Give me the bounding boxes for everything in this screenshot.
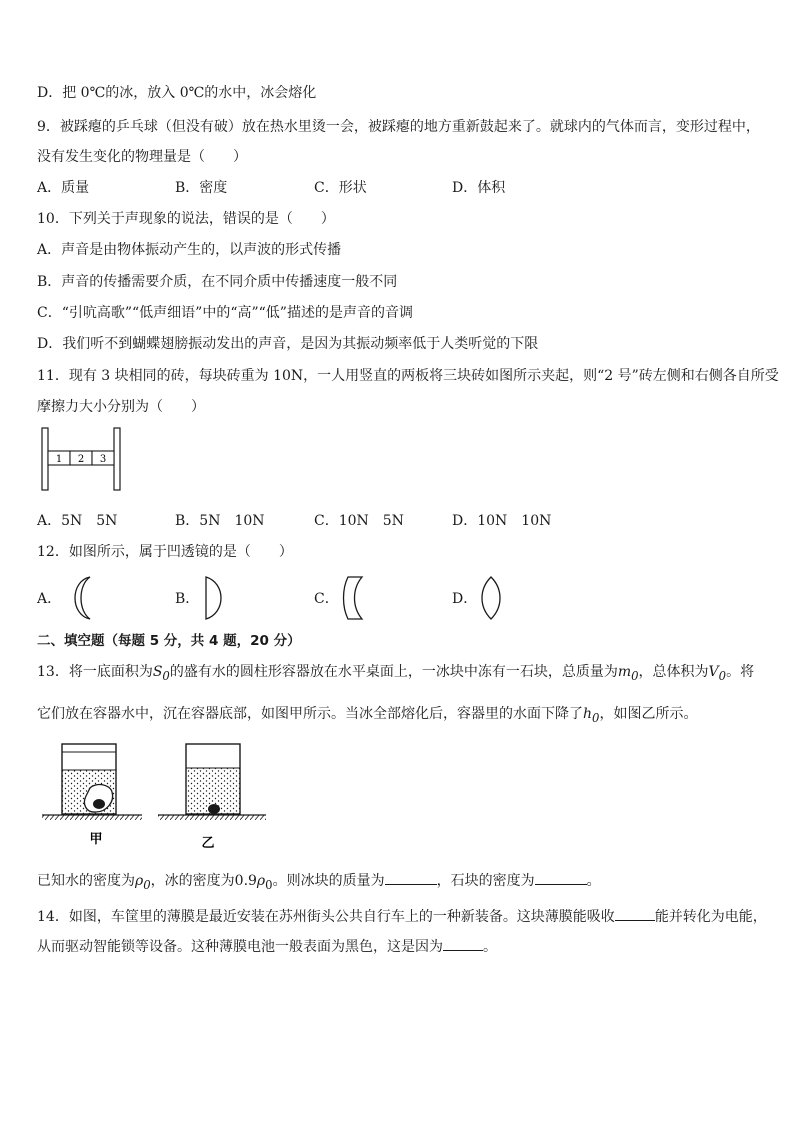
q9-option-b: B．密度	[175, 180, 228, 196]
q9-option-a: A．质量	[37, 180, 90, 196]
q13-line1-c: ，总体积为	[638, 664, 709, 680]
m0-symbol: $m_0$	[617, 664, 639, 683]
q14-line2	[37, 936, 497, 956]
q12-option-b-label: B．	[175, 591, 200, 607]
q13-line1-d: 。将	[726, 664, 755, 680]
brick-3-label: 3	[99, 454, 107, 465]
q13-line3-b: ，冰的密度为	[150, 873, 235, 889]
q12-option-a-label: A．	[37, 591, 62, 607]
q13-line3-d: ，石块的密度为	[436, 873, 535, 889]
q13-line3-c: 。则冰块的质量为	[272, 873, 385, 889]
brick-2-label: 2	[77, 454, 85, 465]
q9-option-d: D．体积	[452, 180, 506, 196]
lens-a-concave-meniscus-icon	[64, 575, 96, 621]
q13-container-figure	[40, 742, 280, 852]
q14-line1	[37, 906, 767, 926]
s0-symbol: $S_0$	[152, 664, 170, 683]
q10-option-b: B．声音的传播需要介质，在不同介质中传播速度一般不同	[37, 274, 398, 290]
q10-option-c: C．“引吭高歌”“低声细语”中的“高”“低”描述的是声音的音调	[37, 305, 413, 321]
fig-label-yi: 乙	[201, 836, 215, 851]
q13-line1	[37, 661, 754, 683]
q11-brick-figure	[40, 426, 125, 492]
q8-option-d: D．把 0℃的冰，放入 0℃的水中，冰会熔化	[37, 85, 317, 101]
q14-line1-b: 能并转化为电能，	[654, 909, 767, 925]
q13-line2	[37, 703, 697, 725]
q9-stem-line2: 没有发生变化的物理量是（ ）	[37, 149, 247, 165]
ice-density-expr: $0.9\rho_0$	[234, 873, 273, 892]
q10-stem: 10．下列关于声现象的说法，错误的是（ ）	[37, 211, 335, 227]
q13-line3-a: 已知水的密度为	[37, 873, 135, 889]
left-board	[42, 428, 48, 490]
q11-stem-line1: 11．现有 3 块相同的砖，每块砖重为 10N，一人用竖直的两板将三块砖如图所示夹起，则“2 号”砖左侧和右侧各自所受	[37, 368, 779, 384]
q13-line3	[37, 870, 601, 892]
q12-option-d-label: D．	[452, 591, 478, 607]
brick-1-label: 1	[55, 454, 63, 465]
container-yi	[186, 744, 240, 814]
section-2-heading: 二、填空题（每题 5 分，共 4 题，20 分）	[37, 633, 301, 649]
lens-d-biconvex-icon	[479, 575, 503, 621]
q11-option-b: B．5N 10N	[175, 513, 265, 529]
q14-line2-b: 。	[483, 939, 497, 955]
v0-symbol: $V_0$	[708, 664, 727, 683]
q10-option-a: A．声音是由物体振动产生的，以声波的形式传播	[37, 242, 342, 258]
q13-line1-a: 13．将一底面积为	[37, 664, 153, 680]
q10-option-d: D．我们听不到蝴蝶翅膀振动发出的声音，是因为其振动频率低于人类听觉的下限	[37, 336, 539, 352]
h0-symbol: $h_0$	[583, 706, 600, 725]
q14-line2-a: 从而驱动智能锁等设备。这种薄膜电池一般表面为黑色，这是因为	[37, 939, 443, 955]
q11-option-d: D．10N 10N	[452, 513, 552, 529]
q13-line2-a: 它们放在容器水中，沉在容器底部，如图甲所示。当冰全部熔化后，容器里的水面下降了	[37, 706, 583, 722]
reason-blank	[443, 938, 483, 951]
q11-option-c: C．10N 5N	[314, 513, 404, 529]
q13-line1-b: 的盛有水的圆柱形容器放在水平桌面上，一冰块中冻有一石块，总质量为	[169, 664, 618, 680]
q14-line1-a: 14．如图，车筐里的薄膜是最近安装在苏州街头公共自行车上的一种新装备。这块薄膜能吸收	[37, 909, 615, 925]
q12-option-c-label: C．	[314, 591, 339, 607]
q11-stem-line2: 摩擦力大小分别为（ ）	[37, 399, 205, 415]
lens-c-concave-icon	[340, 575, 370, 621]
right-board	[114, 428, 120, 490]
q12-stem: 12．如图所示，属于凹透镜的是（ ）	[37, 544, 293, 560]
stone	[208, 804, 220, 814]
ice-mass-blank	[385, 872, 437, 885]
energy-blank	[615, 908, 655, 921]
q9-stem-line1: 9．被踩瘪的乒乓球（但没有破）放在热水里烫一会，被踩瘪的地方重新鼓起来了。就球内的气体而言，变形过程中，	[37, 119, 760, 135]
container-jia	[62, 744, 116, 814]
q11-option-a: A．5N 5N	[37, 513, 118, 529]
lens-b-plano-convex-icon	[202, 575, 230, 621]
rho0-symbol: $\rho_0$	[135, 873, 151, 892]
q13-line2-b: ，如图乙所示。	[599, 706, 698, 722]
q9-option-c: C．形状	[314, 180, 367, 196]
q13-line3-e: 。	[586, 873, 601, 889]
stone-density-blank	[535, 872, 587, 885]
fig-label-jia: 甲	[89, 832, 103, 847]
